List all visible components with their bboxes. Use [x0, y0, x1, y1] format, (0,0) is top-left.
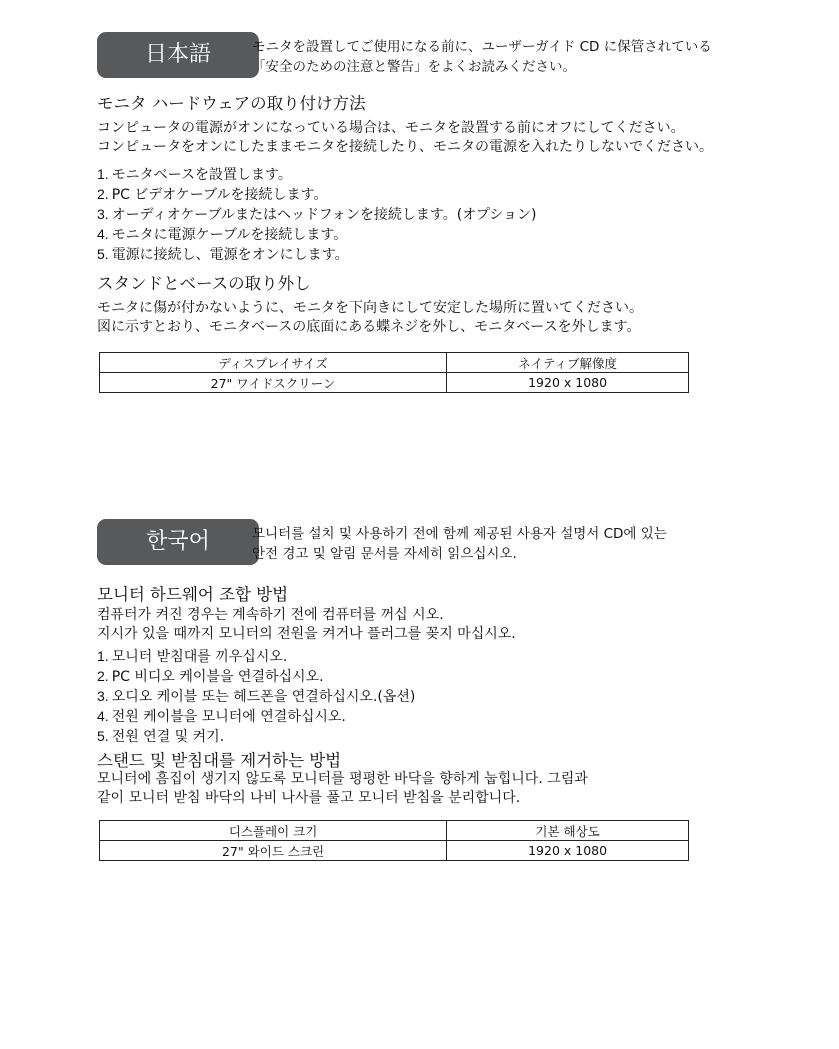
install-steps-list — [97, 165, 536, 265]
removal-paragraph — [97, 299, 643, 337]
install-paragraph-line: コンピュータをオンにしたままモニタを接続したり、モニタの電源を入れたりしないでください。 — [97, 139, 713, 155]
removal-heading: 스탠드 및 받침대를 제거하는 방법 — [97, 751, 342, 770]
install-steps-list — [97, 647, 415, 747]
safety-intro-line: 안전 경고 및 알림 문서를 자세히 읽으십시오. — [252, 546, 517, 562]
table-header-cell: 디스플레이 크기 — [100, 821, 447, 841]
table-cell: 27" 와이드 스크린 — [100, 841, 447, 861]
list-item: 2. PC ビデオケーブルを接続します。 — [97, 186, 328, 203]
table-row — [100, 841, 689, 861]
install-paragraph-line: 컴퓨터가 켜진 경우는 계속하기 전에 컴퓨터를 꺼십 시오. — [97, 607, 444, 623]
language-badge-korean: 한국어 — [97, 519, 259, 565]
install-paragraph-line: 지시가 있을 때까지 모니터의 전원을 켜거나 플러그를 꽂지 마십시오. — [97, 626, 516, 642]
table-header-cell: ディスプレイサイズ — [100, 353, 447, 373]
list-item: 4. 전원 케이블을 모니터에 연결하십시오. — [97, 708, 346, 725]
table-header-cell: 기본 해상도 — [447, 821, 689, 841]
list-item: 5. 電源に接続し、電源をオンにします。 — [97, 246, 349, 263]
install-paragraph — [97, 606, 516, 644]
table-header-cell: ネイティブ解像度 — [447, 353, 689, 373]
removal-paragraph-line: モニタに傷が付かないように、モニタを下向きにして安定した場所に置いてください。 — [97, 300, 643, 316]
safety-intro — [252, 37, 712, 77]
safety-intro-line: 「安全のための注意と警告」をよくお読みください。 — [252, 59, 576, 75]
table-row — [100, 373, 689, 393]
table-cell: 27" ワイドスクリーン — [100, 373, 447, 393]
removal-heading: スタンドとベースの取り外し — [97, 274, 311, 293]
safety-intro-line: モニタを設置してご使用になる前に、ユーザーガイド CD に保管されている — [252, 39, 712, 55]
language-badge-japanese: 日本語 — [97, 32, 259, 78]
removal-paragraph-line: 같이 모니터 받침 바닥의 나비 나사를 풀고 모니터 받침을 분리합니다. — [97, 790, 521, 806]
table-header-row — [100, 821, 689, 841]
list-item: 2. PC 비디오 케이블을 연결하십시오. — [97, 668, 324, 685]
korean-section — [97, 519, 817, 869]
removal-paragraph-line: 図に示すとおり、モニタベースの底面にある蝶ネジを外し、モニタベースを外します。 — [97, 319, 641, 335]
install-paragraph — [97, 119, 713, 157]
removal-paragraph-line: 모니터에 흠집이 생기지 않도록 모니터를 평평한 바닥을 향하게 눕힙니다. 그림과 — [97, 771, 588, 787]
install-heading: 모니터 하드웨어 조합 방법 — [97, 585, 289, 604]
list-item: 3. 오디오 케이블 또는 헤드폰을 연결하십시오.(옵션) — [97, 688, 416, 705]
safety-intro-line: 모니터를 설치 및 사용하기 전에 함께 제공된 사용자 설명서 CD에 있는 — [252, 526, 667, 542]
install-heading: モニタ ハードウェアの取り付け方法 — [97, 94, 366, 113]
table-cell: 1920 x 1080 — [447, 841, 689, 861]
list-item: 1. 모니터 받침대를 끼우십시오. — [97, 648, 288, 665]
spec-table — [99, 352, 689, 393]
list-item: 5. 전원 연결 및 켜기. — [97, 728, 225, 745]
list-item: 1. モニタベースを設置します。 — [97, 166, 292, 183]
table-header-row — [100, 353, 689, 373]
japanese-section — [97, 32, 817, 402]
safety-intro — [252, 524, 667, 564]
install-paragraph-line: コンピュータの電源がオンになっている場合は、モニタを設置する前にオフにしてください。 — [97, 120, 685, 136]
list-item: 3. オーディオケーブルまたはヘッドフォンを接続します。(オプション) — [97, 206, 537, 223]
table-cell: 1920 x 1080 — [447, 373, 689, 393]
spec-table — [99, 820, 689, 861]
list-item: 4. モニタに電源ケーブルを接続します。 — [97, 226, 348, 243]
removal-paragraph — [97, 770, 588, 808]
